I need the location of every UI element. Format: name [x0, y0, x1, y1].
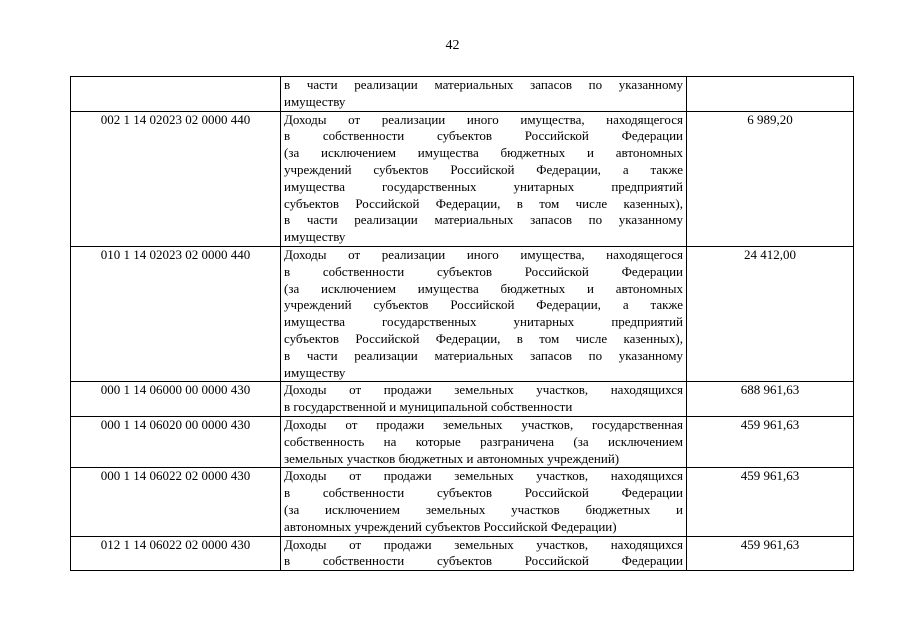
- revenue-name-line: в собственности субъектов Российской Федерации: [284, 128, 683, 144]
- revenue-amount-cell: 459 961,63: [687, 536, 854, 571]
- revenue-code-cell: 000 1 14 06022 02 0000 430: [71, 468, 281, 536]
- revenue-name-line: имуществу: [284, 364, 346, 380]
- revenue-name-line: автономных учреждений субъектов Российской Федерации): [284, 518, 617, 534]
- page-number: 42: [445, 38, 460, 53]
- revenue-name-line: имуществу: [284, 93, 346, 109]
- revenue-name-line: собственность на которые разграничена (за исключением: [284, 433, 683, 449]
- revenue-name-cell: [281, 382, 687, 417]
- revenue-name-line: учреждений субъектов Российской Федерации, а также: [284, 297, 683, 313]
- revenue-name-line: субъектов Российской Федерации, в том числе казенных),: [284, 195, 683, 211]
- revenue-name-cell: [281, 468, 687, 536]
- revenue-amount-cell: 24 412,00: [687, 246, 854, 381]
- revenue-name-line: в собственности субъектов Российской Федерации: [284, 263, 683, 279]
- revenue-name-line: Доходы от продажи земельных участков, находящихся: [284, 468, 683, 484]
- budget-revenue-table: [70, 76, 854, 571]
- revenue-amount-cell: [687, 77, 854, 112]
- table-row: [71, 111, 854, 246]
- revenue-name-line: в собственности субъектов Российской Федерации: [284, 485, 683, 501]
- table-row: [71, 468, 854, 536]
- revenue-name-line: (за исключением имущества бюджетных и автономных: [284, 280, 683, 296]
- revenue-code-cell: 010 1 14 02023 02 0000 440: [71, 246, 281, 381]
- revenue-name-line: земельных участков бюджетных и автономных учреждений): [284, 450, 620, 466]
- revenue-name-line: имущества государственных унитарных предприятий: [284, 178, 683, 194]
- revenue-amount-cell: 459 961,63: [687, 416, 854, 467]
- table-row: [71, 77, 854, 112]
- revenue-name-line: субъектов Российской Федерации, в том числе казенных),: [284, 330, 683, 346]
- revenue-name-line: Доходы от продажи земельных участков, находящихся: [284, 536, 683, 552]
- table-row: [71, 536, 854, 571]
- revenue-code-cell: 012 1 14 06022 02 0000 430: [71, 536, 281, 571]
- revenue-name-cell: [281, 111, 687, 246]
- table-row: [71, 382, 854, 417]
- revenue-name-line: Доходы от продажи земельных участков, государственная: [284, 416, 683, 432]
- revenue-name-line: в части реализации материальных запасов по указанному: [284, 77, 683, 92]
- revenue-name-line: Доходы от реализации иного имущества, находящегося: [284, 246, 683, 262]
- table-row: [71, 246, 854, 381]
- revenue-name-line: в собственности субъектов Российской Федерации: [284, 553, 683, 569]
- revenue-name-line: (за исключением имущества бюджетных и автономных: [284, 145, 683, 161]
- revenue-name-line: Доходы от продажи земельных участков, находящихся: [284, 382, 683, 398]
- revenue-name-cell: [281, 416, 687, 467]
- table-row: [71, 416, 854, 467]
- revenue-code-cell: [71, 77, 281, 112]
- revenue-amount-cell: 688 961,63: [687, 382, 854, 417]
- revenue-amount-cell: 6 989,20: [687, 111, 854, 246]
- revenue-name-line: (за исключением земельных участков бюджетных и: [284, 501, 683, 517]
- revenue-name-line: имуществу: [284, 229, 346, 245]
- revenue-name-line: учреждений субъектов Российской Федерации, а также: [284, 161, 683, 177]
- table-body: [71, 77, 854, 571]
- revenue-amount-cell: 459 961,63: [687, 468, 854, 536]
- revenue-name-line: в государственной и муниципальной собственности: [284, 399, 573, 415]
- revenue-code-cell: 000 1 14 06020 00 0000 430: [71, 416, 281, 467]
- revenue-name-line: в части реализации материальных запасов по указанному: [284, 347, 683, 363]
- revenue-name-line: Доходы от реализации иного имущества, находящегося: [284, 111, 683, 127]
- revenue-code-cell: 002 1 14 02023 02 0000 440: [71, 111, 281, 246]
- revenue-code-cell: 000 1 14 06000 00 0000 430: [71, 382, 281, 417]
- revenue-name-cell: [281, 246, 687, 381]
- revenue-name-line: в части реализации материальных запасов по указанному: [284, 212, 683, 228]
- revenue-name-line: имущества государственных унитарных предприятий: [284, 314, 683, 330]
- revenue-name-cell: [281, 77, 687, 112]
- revenue-name-cell: [281, 536, 687, 571]
